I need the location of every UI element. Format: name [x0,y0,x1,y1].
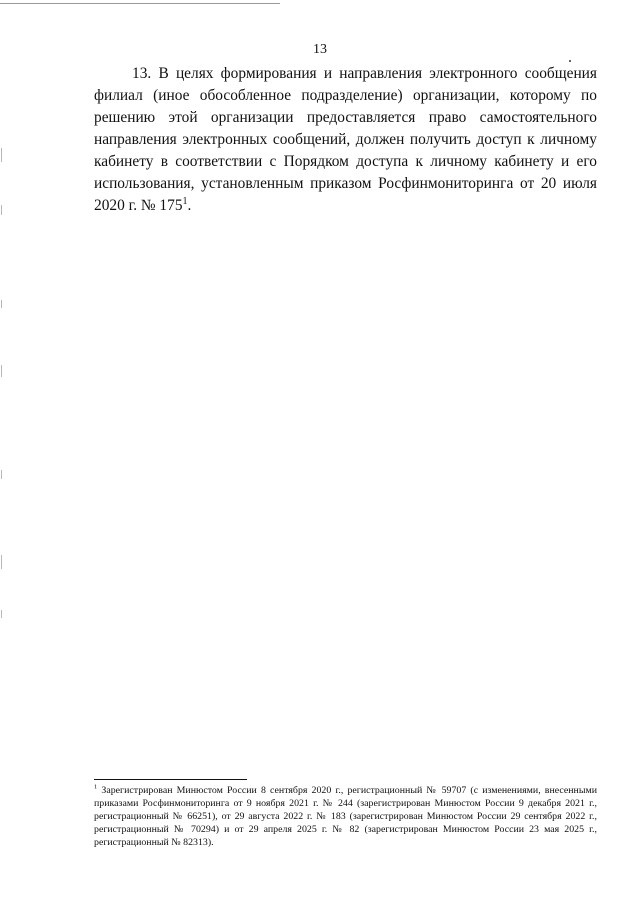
footnote-separator [94,779,247,780]
footnote-reference[interactable]: 1 [182,195,188,207]
top-scan-line [0,3,280,4]
scan-edge-mark [1,148,2,162]
scan-edge-mark [1,470,2,479]
scan-dot-mark [569,60,571,62]
scan-edge-mark [1,610,2,618]
scan-edge-mark [1,365,2,377]
paragraph-13: 13. В целях формирования и направления электронного сообщения филиал (иное обособленное подразделение) организации, которому по решению этой организации предоставляется право самостоятельного направления электронных сообщений, должен получить доступ к личному кабинету в соответствии с Порядком доступа к личному кабинету и его использования, установленным приказом Росфинмониторинга от 20 июля 2020 г. № $175^1$. [94,65,597,214]
footnote-1 [94,784,597,849]
scan-edge-mark [1,300,2,308]
page-number: 13 [313,42,327,57]
paragraph-text: 13. В целях формирования и направления электронного сообщения филиал (иное обособленное подразделение) организации, которому по решению этой организации предоставляется право самостоятельного направления электронных сообщений, должен получить доступ к личному кабинету в соответствии с Порядком доступа к личному кабинету и его использования, установленным приказом Росфинмониторинга от 20 июля 2020 г. № 175 [94,65,597,214]
scan-edge-mark [1,555,2,569]
scan-edge-mark [1,205,2,215]
footnote-text: Зарегистрирован Минюстом России 8 сентября 2020 г., регистрационный № 59707 (с изменениями, внесенными приказами Росфинмониторинга от 9 ноября 2021 г. № 244 (зарегистрирован Минюстом России 9 декабря 2021 г., регистрационный № 66251), от 29 августа 2022 г. № 183 (зарегистрирован Минюстом России 29 сентября 2022 г., регистрационный № 70294) и от 29 апреля 2025 г. № 82 (зарегистрирован Минюстом России 23 мая 2025 г., регистрационный № 82313). [94,785,598,848]
footnote-marker: 1 [94,783,98,791]
